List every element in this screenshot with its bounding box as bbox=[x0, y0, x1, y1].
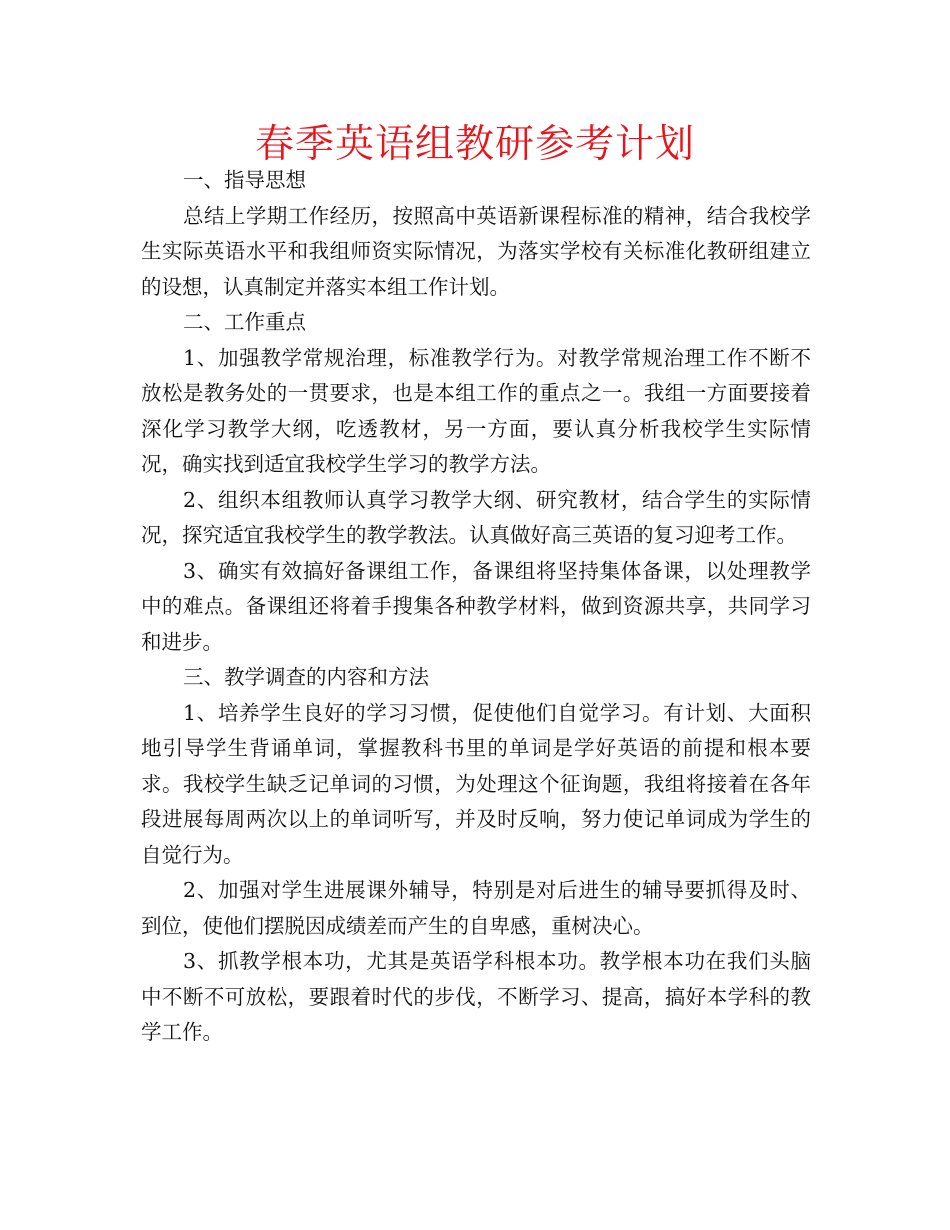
paragraph: 3、抓教学根本功，尤其是英语学科根本功。教学根本功在我们头脑中不断不可放松，要跟着时代的步伐，不断学习、提高，搞好本学科的教学工作。 bbox=[141, 949, 811, 1044]
paragraph: 总结上学期工作经历，按照高中英语新课程标准的精神，结合我校学生实际英语水平和我组师资实际情况，为落实学校有关标准化教研组建立的设想，认真制定并落实本组工作计划。 bbox=[141, 203, 811, 299]
section-heading-research-content: 三、教学调查的内容和方法 bbox=[183, 665, 429, 689]
section-heading-work-focus: 二、工作重点 bbox=[183, 310, 306, 334]
document-title: 春季英语组教研参考计划 bbox=[254, 122, 695, 167]
paragraph: 1、培养学生良好的学习习惯，促使他们自觉学习。有计划、大面积地引导学生背诵单词，掌握教科书里的单词是学好英语的前提和根本要求。我校学生缺乏记单词的习惯，为处理这个征询题，我组将接着在各年段进展每周两次以上的单词听写，并及时反响，努力使记单词成为学生的自觉行为。 bbox=[141, 700, 811, 867]
paragraph: 1、加强教学常规治理，标准教学行为。对教学常规治理工作不断不放松是教务处的一贯要求，也是本组工作的重点之一。我组一方面要接着深化学习教学大纲，吃透教材，另一方面，要认真分析我校学生实际情况，确实找到适宜我校学生学习的教学方法。 bbox=[141, 345, 811, 476]
paragraph: 3、确实有效搞好备课组工作，备课组将坚持集体备课，以处理教学中的难点。备课组还将着手搜集各种教学材料，做到资源共享，共同学习和进步。 bbox=[141, 558, 811, 654]
paragraph: 2、加强对学生进展课外辅导，特别是对后进生的辅导要抓得及时、到位，使他们摆脱因成绩差而产生的自卑感，重树决心。 bbox=[141, 878, 811, 938]
paragraph: 2、组织本组教师认真学习教学大纲、研究教材，结合学生的实际情况，探究适宜我校学生的教学教法。认真做好高三英语的复习迎考工作。 bbox=[141, 487, 811, 547]
section-heading-guiding-thought: 一、指导思想 bbox=[183, 168, 306, 192]
document-body bbox=[141, 163, 811, 1051]
